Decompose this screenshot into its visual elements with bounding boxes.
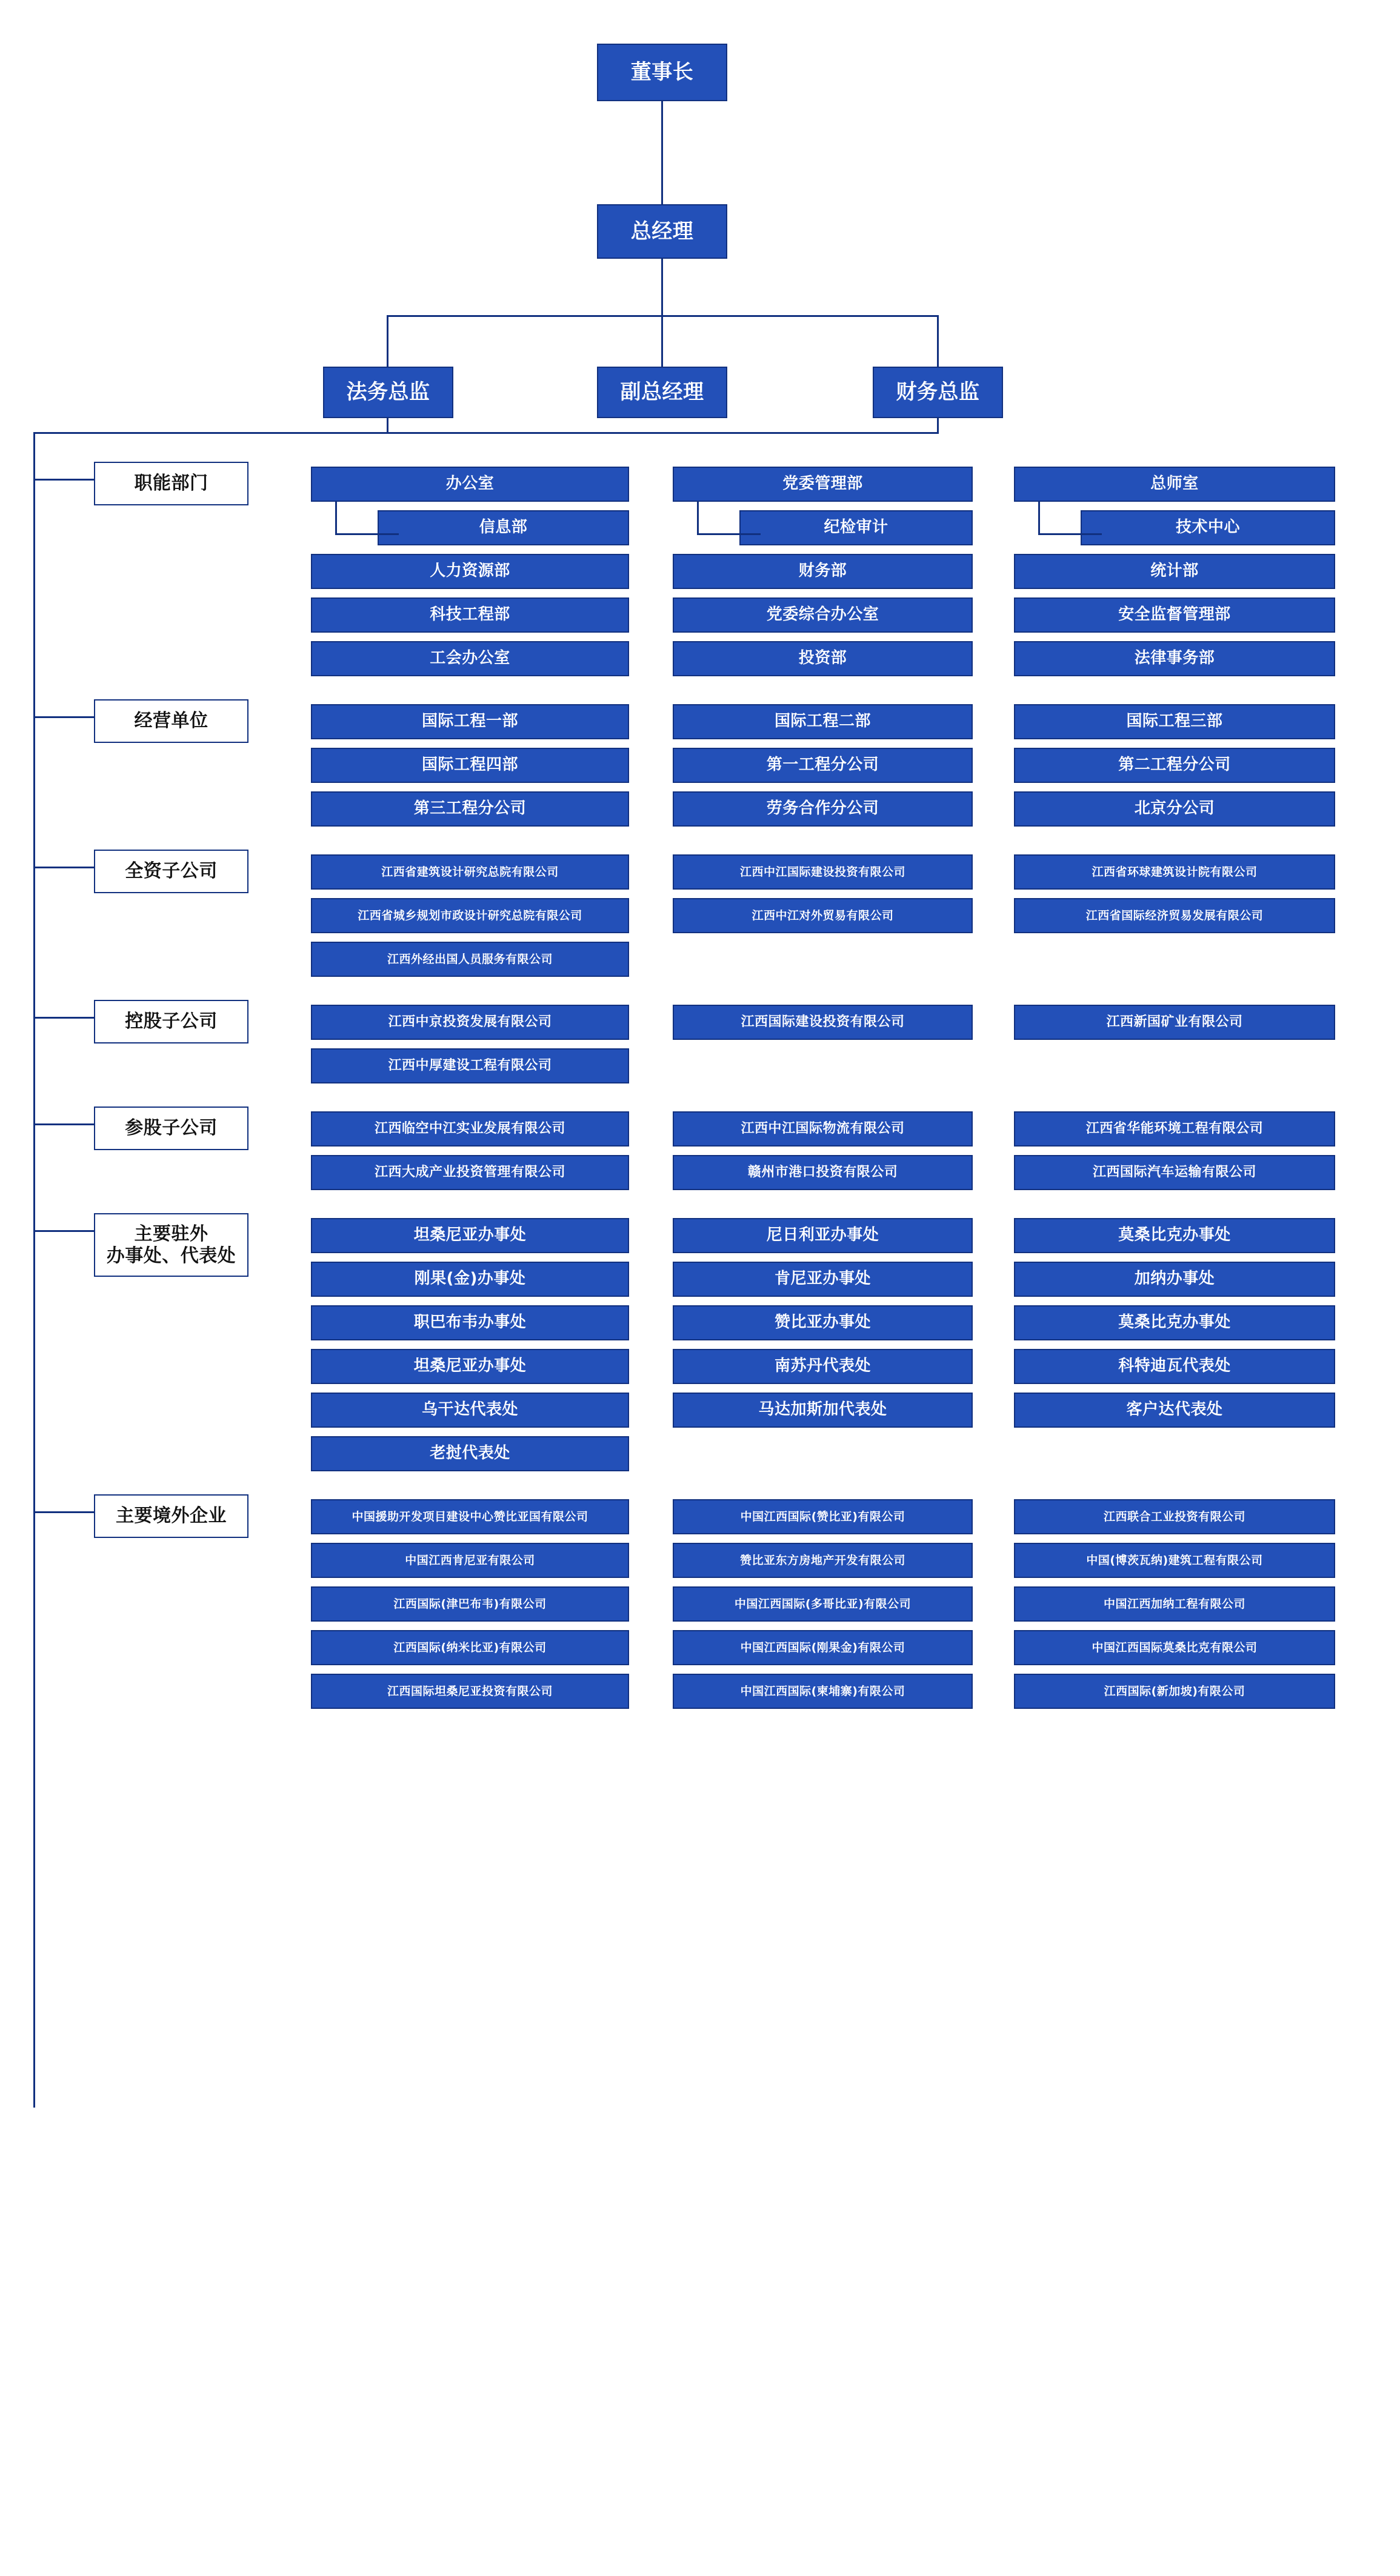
wholly-owned-sub-0-2[interactable]: 江西省环球建筑设计院有限公司 <box>1014 854 1335 890</box>
connector-legal-down <box>387 418 388 433</box>
category-1[interactable]: 经营单位 <box>94 699 248 743</box>
overseas-office-0-2[interactable]: 莫桑比克办事处 <box>1014 1218 1335 1253</box>
overseas-office-3-0[interactable]: 坦桑尼亚办事处 <box>311 1349 629 1384</box>
wholly-owned-sub-1-0[interactable]: 江西省城乡规划市政设计研究总院有限公司 <box>311 898 629 933</box>
connector-chairman-gm <box>661 101 663 204</box>
overseas-office-3-1[interactable]: 南苏丹代表处 <box>673 1349 973 1384</box>
node-finance-director[interactable]: 财务总监 <box>873 367 1003 418</box>
holding-sub-0-0[interactable]: 江西中京投资发展有限公司 <box>311 1005 629 1040</box>
connector-gm-down <box>661 259 663 316</box>
connector-finance-up <box>937 315 939 367</box>
overseas-enterprise-0-2[interactable]: 江西联合工业投资有限公司 <box>1014 1499 1335 1534</box>
function-dept-4-0[interactable]: 工会办公室 <box>311 641 629 676</box>
connector-sub-h-2 <box>1038 533 1102 535</box>
overseas-office-0-0[interactable]: 坦桑尼亚办事处 <box>311 1218 629 1253</box>
overseas-office-3-2[interactable]: 科特迪瓦代表处 <box>1014 1349 1335 1384</box>
function-dept-0-0[interactable]: 办公室 <box>311 467 629 502</box>
category-6[interactable]: 主要境外企业 <box>94 1494 248 1538</box>
function-dept-3-1[interactable]: 党委综合办公室 <box>673 597 973 633</box>
node-legal-director[interactable]: 法务总监 <box>323 367 453 418</box>
overseas-enterprise-3-1[interactable]: 中国江西国际(刚果金)有限公司 <box>673 1630 973 1665</box>
function-dept-3-0[interactable]: 科技工程部 <box>311 597 629 633</box>
overseas-enterprise-4-2[interactable]: 江西国际(新加坡)有限公司 <box>1014 1674 1335 1709</box>
function-dept-2-1[interactable]: 财务部 <box>673 554 973 589</box>
holding-sub-0-1[interactable]: 江西国际建设投资有限公司 <box>673 1005 973 1040</box>
function-dept-4-1[interactable]: 投资部 <box>673 641 973 676</box>
function-dept-1-1[interactable]: 纪检审计 <box>739 510 973 545</box>
overseas-office-1-0[interactable]: 刚果(金)办事处 <box>311 1262 629 1297</box>
wholly-owned-sub-1-2[interactable]: 江西省国际经济贸易发展有限公司 <box>1014 898 1335 933</box>
connector-spine-branch-1 <box>33 716 94 718</box>
holding-sub-1-0[interactable]: 江西中厚建设工程有限公司 <box>311 1048 629 1083</box>
overseas-enterprise-2-2[interactable]: 中国江西加纳工程有限公司 <box>1014 1586 1335 1622</box>
equity-sub-0-2[interactable]: 江西省华能环境工程有限公司 <box>1014 1111 1335 1147</box>
overseas-enterprise-4-1[interactable]: 中国江西国际(柬埔寨)有限公司 <box>673 1674 973 1709</box>
function-dept-2-2[interactable]: 统计部 <box>1014 554 1335 589</box>
business-unit-0-1[interactable]: 国际工程二部 <box>673 704 973 739</box>
function-dept-2-0[interactable]: 人力资源部 <box>311 554 629 589</box>
equity-sub-0-1[interactable]: 江西中江国际物流有限公司 <box>673 1111 973 1147</box>
function-dept-1-0[interactable]: 信息部 <box>378 510 629 545</box>
overseas-office-1-1[interactable]: 肯尼亚办事处 <box>673 1262 973 1297</box>
equity-sub-1-1[interactable]: 赣州市港口投资有限公司 <box>673 1155 973 1190</box>
business-unit-0-2[interactable]: 国际工程三部 <box>1014 704 1335 739</box>
holding-sub-0-2[interactable]: 江西新国矿业有限公司 <box>1014 1005 1335 1040</box>
function-dept-0-1[interactable]: 党委管理部 <box>673 467 973 502</box>
node-deputy-gm[interactable]: 副总经理 <box>597 367 727 418</box>
wholly-owned-sub-0-1[interactable]: 江西中江国际建设投资有限公司 <box>673 854 973 890</box>
overseas-enterprise-1-0[interactable]: 中国江西肯尼亚有限公司 <box>311 1543 629 1578</box>
overseas-office-5-0[interactable]: 老挝代表处 <box>311 1436 629 1471</box>
overseas-office-0-1[interactable]: 尼日利亚办事处 <box>673 1218 973 1253</box>
overseas-enterprise-1-1[interactable]: 赞比亚东方房地产开发有限公司 <box>673 1543 973 1578</box>
business-unit-2-0[interactable]: 第三工程分公司 <box>311 791 629 827</box>
connector-spine-branch-5 <box>33 1230 94 1232</box>
node-chairman[interactable]: 董事长 <box>597 44 727 101</box>
function-dept-0-2[interactable]: 总师室 <box>1014 467 1335 502</box>
overseas-enterprise-3-0[interactable]: 江西国际(纳米比亚)有限公司 <box>311 1630 629 1665</box>
wholly-owned-sub-1-1[interactable]: 江西中江对外贸易有限公司 <box>673 898 973 933</box>
overseas-office-4-1[interactable]: 马达加斯加代表处 <box>673 1393 973 1428</box>
business-unit-0-0[interactable]: 国际工程一部 <box>311 704 629 739</box>
connector-sub-h-0 <box>335 533 399 535</box>
connector-spine-branch-3 <box>33 1017 94 1019</box>
connector-spine <box>33 432 35 2108</box>
business-unit-2-2[interactable]: 北京分公司 <box>1014 791 1335 827</box>
equity-sub-0-0[interactable]: 江西临空中江实业发展有限公司 <box>311 1111 629 1147</box>
connector-sub-h-1 <box>697 533 761 535</box>
category-2[interactable]: 全资子公司 <box>94 850 248 893</box>
function-dept-3-2[interactable]: 安全监督管理部 <box>1014 597 1335 633</box>
connector-sub-v-2 <box>1038 502 1040 535</box>
function-dept-4-2[interactable]: 法律事务部 <box>1014 641 1335 676</box>
overseas-enterprise-0-1[interactable]: 中国江西国际(赞比亚)有限公司 <box>673 1499 973 1534</box>
overseas-enterprise-3-2[interactable]: 中国江西国际莫桑比克有限公司 <box>1014 1630 1335 1665</box>
wholly-owned-sub-0-0[interactable]: 江西省建筑设计研究总院有限公司 <box>311 854 629 890</box>
overseas-enterprise-0-0[interactable]: 中国援助开发项目建设中心赞比亚国有限公司 <box>311 1499 629 1534</box>
overseas-office-4-0[interactable]: 乌干达代表处 <box>311 1393 629 1428</box>
business-unit-1-2[interactable]: 第二工程分公司 <box>1014 748 1335 783</box>
category-0[interactable]: 职能部门 <box>94 462 248 505</box>
business-unit-2-1[interactable]: 劳务合作分公司 <box>673 791 973 827</box>
business-unit-1-1[interactable]: 第一工程分公司 <box>673 748 973 783</box>
overseas-office-2-2[interactable]: 莫桑比克办事处 <box>1014 1305 1335 1340</box>
overseas-enterprise-4-0[interactable]: 江西国际坦桑尼亚投资有限公司 <box>311 1674 629 1709</box>
node-general-manager[interactable]: 总经理 <box>597 204 727 259</box>
connector-spine-branch-2 <box>33 867 94 868</box>
overseas-enterprise-2-1[interactable]: 中国江西国际(多哥比亚)有限公司 <box>673 1586 973 1622</box>
connector-spine-branch-4 <box>33 1123 94 1125</box>
function-dept-1-2[interactable]: 技术中心 <box>1081 510 1335 545</box>
connector-sub-v-0 <box>335 502 337 535</box>
wholly-owned-sub-2-0[interactable]: 江西外经出国人员服务有限公司 <box>311 942 629 977</box>
equity-sub-1-0[interactable]: 江西大成产业投资管理有限公司 <box>311 1155 629 1190</box>
overseas-office-1-2[interactable]: 加纳办事处 <box>1014 1262 1335 1297</box>
overseas-enterprise-1-2[interactable]: 中国(博茨瓦纳)建筑工程有限公司 <box>1014 1543 1335 1578</box>
connector-vgm-up <box>661 315 663 367</box>
connector-spine-branch-6 <box>33 1511 94 1513</box>
business-unit-1-0[interactable]: 国际工程四部 <box>311 748 629 783</box>
connector-main-bus <box>33 432 939 434</box>
connector-sub-v-1 <box>697 502 699 535</box>
overseas-enterprise-2-0[interactable]: 江西国际(津巴布韦)有限公司 <box>311 1586 629 1622</box>
category-4[interactable]: 参股子公司 <box>94 1107 248 1150</box>
connector-finance-down <box>937 418 939 433</box>
overseas-office-2-0[interactable]: 职巴布韦办事处 <box>311 1305 629 1340</box>
category-3[interactable]: 控股子公司 <box>94 1000 248 1043</box>
equity-sub-1-2[interactable]: 江西国际汽车运输有限公司 <box>1014 1155 1335 1190</box>
overseas-office-4-2[interactable]: 客户达代表处 <box>1014 1393 1335 1428</box>
category-5[interactable]: 主要驻外 办事处、代表处 <box>94 1213 248 1277</box>
connector-spine-branch-0 <box>33 479 94 481</box>
connector-legal-up <box>387 315 388 367</box>
overseas-office-2-1[interactable]: 赞比亚办事处 <box>673 1305 973 1340</box>
